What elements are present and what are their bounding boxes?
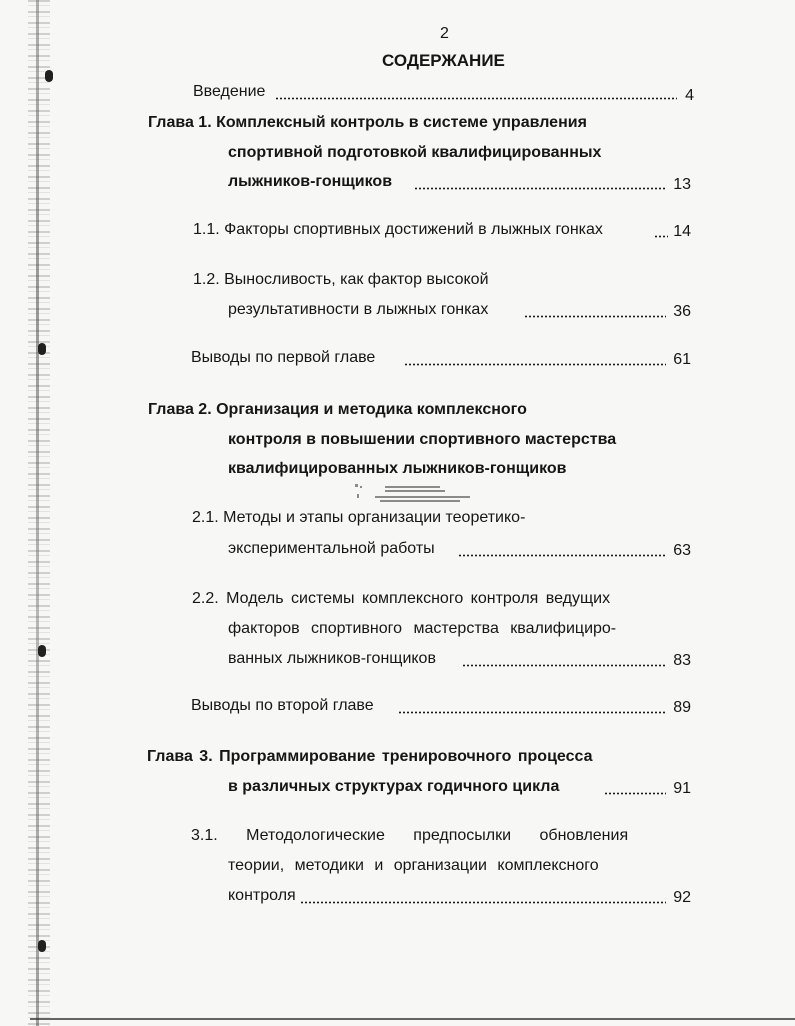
toc-section-2-2-line1: 2.2. Модель системы комплексного контроля ведущих [192, 590, 611, 607]
leader-dots [300, 901, 666, 904]
toc-chapter2-line2: контроля в повышении спортивного мастерства [228, 431, 617, 448]
leader-dots [524, 315, 666, 318]
toc-section-3-1-line3: контроля [228, 887, 296, 904]
scan-binding-line [36, 0, 39, 1026]
leader-dots [604, 792, 666, 795]
leader-dots [462, 664, 666, 667]
toc-chapter3-line1: Глава 3. Программирование тренировочного процесса [147, 748, 593, 765]
toc-section-1-2-line1: 1.2. Выносливость, как фактор высокой [193, 271, 489, 288]
toc-section-2-2-line3: ванных лыжников-гонщиков [228, 650, 436, 667]
toc-conclusion-1-page: 61 [673, 351, 691, 368]
toc-section-1-2-line2: результативности в лыжных гонках [228, 301, 489, 318]
toc-section-1-1: 1.1. Факторы спортивных достижений в лыжных гонках [193, 221, 603, 238]
leader-dots [404, 363, 666, 366]
scan-binding-edge [28, 0, 50, 1026]
toc-chapter1-line3: лыжников-гонщиков [228, 173, 393, 190]
leader-dots [458, 554, 666, 557]
toc-conclusion-2-page: 89 [673, 699, 691, 716]
toc-section-2-1-line1: 2.1. Методы и этапы организации теоретико- [192, 509, 526, 526]
toc-section-2-2-line2: факторов спортивного мастерства квалифициро- [228, 620, 617, 637]
toc-intro-label: Введение [193, 83, 266, 100]
leader-dots [275, 97, 677, 100]
toc-chapter1-page: 13 [673, 176, 691, 193]
toc-chapter1-line1: Глава 1. Комплексный контроль в системе управления [148, 114, 587, 131]
toc-section-2-1-line2: экспериментальной работы [228, 540, 435, 557]
toc-section-2-2-page: 83 [673, 652, 691, 669]
binding-hole-mark [45, 70, 53, 82]
toc-section-3-1-line2: теории, методики и организации комплексного [228, 857, 599, 874]
page-number: 2 [440, 25, 449, 42]
scan-bottom-edge [30, 1018, 795, 1020]
toc-chapter2-line1: Глава 2. Организация и методика комплексного [148, 401, 527, 418]
toc-section-1-1-page: 14 [673, 223, 691, 240]
leader-dots [414, 187, 666, 190]
toc-conclusion-1: Выводы по первой главе [191, 349, 376, 366]
leader-dots [398, 711, 666, 714]
binding-hole-mark [38, 940, 46, 952]
toc-section-2-1-page: 63 [673, 542, 691, 559]
toc-chapter3-page: 91 [673, 780, 691, 797]
toc-section-3-1-line1: 3.1. Методологические предпосылки обновления [191, 827, 629, 844]
binding-hole-mark [38, 343, 46, 355]
toc-section-1-2-page: 36 [673, 303, 691, 320]
binding-hole-mark [38, 645, 46, 657]
toc-chapter3-line2: в различных структурах годичного цикла [228, 778, 560, 795]
toc-section-3-1-page: 92 [673, 889, 691, 906]
toc-conclusion-2: Выводы по второй главе [191, 697, 374, 714]
toc-intro-page: 4 [685, 87, 694, 104]
toc-chapter1-line2: спортивной подготовкой квалифицированных [228, 144, 602, 161]
toc-chapter2-line3: квалифицированных лыжников-гонщиков [228, 460, 567, 477]
page-title: СОДЕРЖАНИЕ [382, 51, 505, 70]
